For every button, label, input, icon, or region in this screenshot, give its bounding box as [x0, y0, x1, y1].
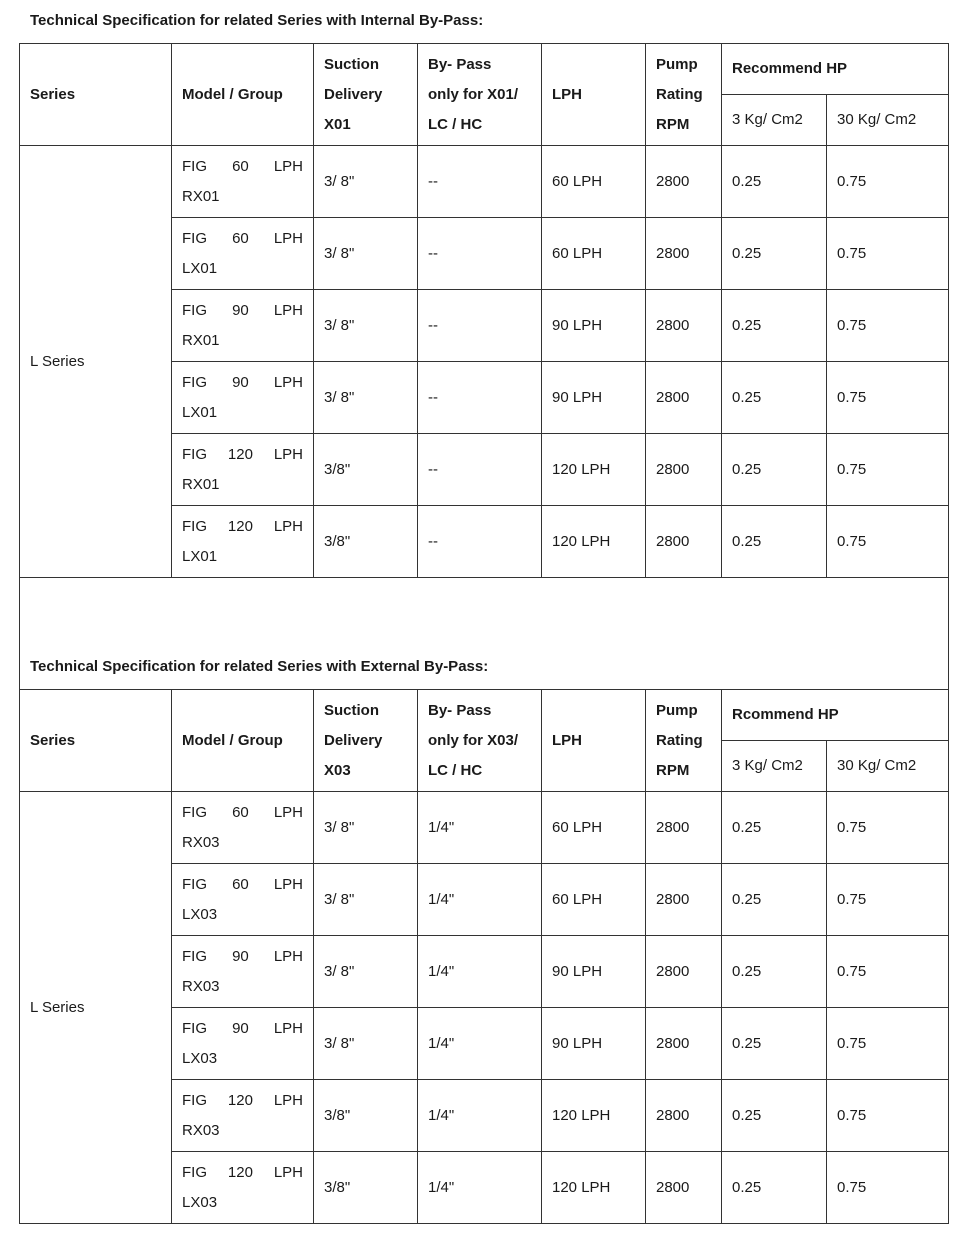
model-word: 90 — [232, 301, 249, 319]
spec-table-external-bypass — [19, 689, 949, 1224]
model-word: 60 — [232, 157, 249, 175]
model-group — [172, 864, 314, 936]
lph-value: 120 LPH — [542, 1080, 646, 1152]
model-word: LPH — [273, 947, 303, 965]
model-word: FIG — [182, 445, 207, 463]
lph-value: 60 LPH — [542, 864, 646, 936]
model-word: FIG — [182, 1019, 207, 1037]
hp-30kg-value: 0.75 — [827, 218, 949, 290]
pump-rpm: 2800 — [646, 290, 722, 362]
model-line-1 — [182, 368, 303, 398]
model-word: LPH — [273, 803, 303, 821]
pump-rpm: 2800 — [646, 792, 722, 864]
model-group — [172, 792, 314, 864]
model-group — [172, 1080, 314, 1152]
model-group — [172, 218, 314, 290]
pump-rpm: 2800 — [646, 936, 722, 1008]
spec-table-internal-bypass — [19, 43, 949, 578]
header-recommend-hp: Rcommend HP — [722, 690, 949, 741]
model-word: LPH — [273, 445, 303, 463]
bypass-size: 1/4" — [418, 792, 542, 864]
hp-30kg-value: 0.75 — [827, 506, 949, 578]
model-word: FIG — [182, 1091, 207, 1109]
header-bypass-line: only for X03/ — [428, 731, 519, 749]
model-line-2: RX03 — [182, 977, 220, 995]
model-line-2: LX03 — [182, 1193, 218, 1211]
model-word: 120 — [227, 445, 253, 463]
bypass-size: 1/4" — [418, 864, 542, 936]
model-line-2: LX01 — [182, 547, 218, 565]
hp-30kg-value: 0.75 — [827, 1152, 949, 1224]
header-hp-30kg: 30 Kg/ Cm2 — [827, 741, 949, 792]
pump-rpm: 2800 — [646, 434, 722, 506]
model-group — [172, 1008, 314, 1080]
table-row — [20, 792, 949, 864]
hp-30kg-value: 0.75 — [827, 434, 949, 506]
hp-3kg-value: 0.25 — [722, 362, 827, 434]
model-word: 90 — [232, 1019, 249, 1037]
model-word: FIG — [182, 229, 207, 247]
model-line-1 — [182, 512, 303, 542]
pump-rpm: 2800 — [646, 1080, 722, 1152]
header-suction-line: X01 — [324, 115, 351, 133]
model-word: LPH — [273, 517, 303, 535]
model-word: 60 — [232, 803, 249, 821]
pump-rpm: 2800 — [646, 146, 722, 218]
section-title-external-bypass: Technical Specification for related Series with External By-Pass: — [30, 658, 489, 675]
hp-3kg-value: 0.25 — [722, 792, 827, 864]
header-pump-rating-line: Rating — [656, 731, 703, 749]
header-bypass — [418, 44, 542, 146]
model-word: FIG — [182, 947, 207, 965]
header-pump-rating — [646, 44, 722, 146]
model-line-2: LX01 — [182, 259, 218, 277]
suction-delivery: 3/ 8" — [314, 218, 418, 290]
header-lph: LPH — [542, 44, 646, 146]
suction-delivery: 3/ 8" — [314, 362, 418, 434]
model-word: LPH — [273, 1163, 303, 1181]
series-label: L Series — [20, 146, 172, 578]
hp-3kg-value: 0.25 — [722, 506, 827, 578]
header-suction — [314, 690, 418, 792]
model-line-1 — [182, 224, 303, 254]
hp-30kg-value: 0.75 — [827, 792, 949, 864]
model-word: LPH — [273, 373, 303, 391]
model-word: FIG — [182, 301, 207, 319]
bypass-size: -- — [418, 506, 542, 578]
model-word: FIG — [182, 803, 207, 821]
bypass-size: -- — [418, 290, 542, 362]
lph-value: 120 LPH — [542, 434, 646, 506]
model-line-1 — [182, 1086, 303, 1116]
model-word: LPH — [273, 301, 303, 319]
model-group — [172, 936, 314, 1008]
header-pump-rating-line: Rating — [656, 85, 703, 103]
suction-delivery: 3/8" — [314, 1080, 418, 1152]
model-line-2: LX03 — [182, 1049, 218, 1067]
model-word: FIG — [182, 373, 207, 391]
header-recommend-hp: Recommend HP — [722, 44, 949, 95]
model-group — [172, 434, 314, 506]
model-line-2: RX01 — [182, 475, 220, 493]
header-lph: LPH — [542, 690, 646, 792]
pump-rpm: 2800 — [646, 362, 722, 434]
section-title-internal-bypass: Technical Specification for related Series with Internal By-Pass: — [30, 12, 484, 29]
hp-30kg-value: 0.75 — [827, 362, 949, 434]
model-line-2: RX01 — [182, 331, 220, 349]
model-line-2: LX03 — [182, 905, 218, 923]
lph-value: 60 LPH — [542, 146, 646, 218]
hp-30kg-value: 0.75 — [827, 290, 949, 362]
model-line-2: RX03 — [182, 833, 220, 851]
model-word: FIG — [182, 875, 207, 893]
model-word: LPH — [273, 157, 303, 175]
header-model: Model / Group — [172, 690, 314, 792]
model-word: FIG — [182, 517, 207, 535]
model-word: LPH — [273, 875, 303, 893]
hp-3kg-value: 0.25 — [722, 864, 827, 936]
header-pump-rating-line: Pump — [656, 701, 698, 719]
header-pump-rating — [646, 690, 722, 792]
model-word: LPH — [273, 1019, 303, 1037]
pump-rpm: 2800 — [646, 1152, 722, 1224]
model-group — [172, 1152, 314, 1224]
table-row — [20, 146, 949, 218]
lph-value: 90 LPH — [542, 1008, 646, 1080]
header-bypass-line: By- Pass — [428, 55, 492, 73]
model-line-1 — [182, 942, 303, 972]
bypass-size: -- — [418, 146, 542, 218]
model-word: 60 — [232, 229, 249, 247]
header-pump-rating-line: RPM — [656, 761, 690, 779]
header-pump-rating-line: Pump — [656, 55, 698, 73]
header-suction — [314, 44, 418, 146]
header-hp-30kg: 30 Kg/ Cm2 — [827, 95, 949, 146]
model-line-1 — [182, 1014, 303, 1044]
pump-rpm: 2800 — [646, 864, 722, 936]
lph-value: 90 LPH — [542, 362, 646, 434]
model-line-1 — [182, 440, 303, 470]
bypass-size: 1/4" — [418, 1008, 542, 1080]
model-line-1 — [182, 296, 303, 326]
hp-3kg-value: 0.25 — [722, 146, 827, 218]
model-line-2: LX01 — [182, 403, 218, 421]
hp-30kg-value: 0.75 — [827, 864, 949, 936]
lph-value: 90 LPH — [542, 936, 646, 1008]
model-word: 90 — [232, 947, 249, 965]
model-group — [172, 146, 314, 218]
suction-delivery: 3/8" — [314, 1152, 418, 1224]
hp-30kg-value: 0.75 — [827, 936, 949, 1008]
model-word: 120 — [227, 1163, 253, 1181]
header-bypass-line: LC / HC — [428, 761, 483, 779]
header-bypass-line: only for X01/ — [428, 85, 519, 103]
model-line-1 — [182, 870, 303, 900]
model-word: 120 — [227, 517, 253, 535]
pump-rpm: 2800 — [646, 1008, 722, 1080]
header-suction-line: Delivery — [324, 731, 383, 749]
suction-delivery: 3/ 8" — [314, 936, 418, 1008]
header-suction-line: Suction — [324, 55, 379, 73]
model-group — [172, 290, 314, 362]
suction-delivery: 3/ 8" — [314, 290, 418, 362]
hp-3kg-value: 0.25 — [722, 290, 827, 362]
header-hp-3kg: 3 Kg/ Cm2 — [722, 95, 827, 146]
header-bypass — [418, 690, 542, 792]
model-word: LPH — [273, 229, 303, 247]
header-series: Series — [20, 44, 172, 146]
header-series: Series — [20, 690, 172, 792]
suction-delivery: 3/8" — [314, 434, 418, 506]
bypass-size: 1/4" — [418, 1152, 542, 1224]
model-word: LPH — [273, 1091, 303, 1109]
header-model: Model / Group — [172, 44, 314, 146]
series-label: L Series — [20, 792, 172, 1224]
hp-3kg-value: 0.25 — [722, 1152, 827, 1224]
model-line-1 — [182, 798, 303, 828]
lph-value: 60 LPH — [542, 792, 646, 864]
header-suction-line: Suction — [324, 701, 379, 719]
model-line-1 — [182, 152, 303, 182]
suction-delivery: 3/ 8" — [314, 146, 418, 218]
header-pump-rating-line: RPM — [656, 115, 690, 133]
model-word: FIG — [182, 1163, 207, 1181]
model-group — [172, 362, 314, 434]
header-bypass-line: By- Pass — [428, 701, 492, 719]
header-suction-line: X03 — [324, 761, 351, 779]
lph-value: 120 LPH — [542, 1152, 646, 1224]
hp-3kg-value: 0.25 — [722, 1080, 827, 1152]
hp-30kg-value: 0.75 — [827, 1080, 949, 1152]
hp-3kg-value: 0.25 — [722, 218, 827, 290]
suction-delivery: 3/ 8" — [314, 864, 418, 936]
bypass-size: -- — [418, 218, 542, 290]
model-line-2: RX03 — [182, 1121, 220, 1139]
lph-value: 60 LPH — [542, 218, 646, 290]
lph-value: 90 LPH — [542, 290, 646, 362]
pump-rpm: 2800 — [646, 218, 722, 290]
hp-3kg-value: 0.25 — [722, 1008, 827, 1080]
pump-rpm: 2800 — [646, 506, 722, 578]
bypass-size: 1/4" — [418, 1080, 542, 1152]
model-word: 60 — [232, 875, 249, 893]
header-hp-3kg: 3 Kg/ Cm2 — [722, 741, 827, 792]
suction-delivery: 3/ 8" — [314, 1008, 418, 1080]
suction-delivery: 3/8" — [314, 506, 418, 578]
hp-3kg-value: 0.25 — [722, 936, 827, 1008]
bypass-size: 1/4" — [418, 936, 542, 1008]
suction-delivery: 3/ 8" — [314, 792, 418, 864]
model-line-1 — [182, 1158, 303, 1188]
model-line-2: RX01 — [182, 187, 220, 205]
model-group — [172, 506, 314, 578]
hp-30kg-value: 0.75 — [827, 1008, 949, 1080]
lph-value: 120 LPH — [542, 506, 646, 578]
header-suction-line: Delivery — [324, 85, 383, 103]
model-word: 120 — [227, 1091, 253, 1109]
model-word: 90 — [232, 373, 249, 391]
model-word: FIG — [182, 157, 207, 175]
bypass-size: -- — [418, 362, 542, 434]
hp-30kg-value: 0.75 — [827, 146, 949, 218]
hp-3kg-value: 0.25 — [722, 434, 827, 506]
bypass-size: -- — [418, 434, 542, 506]
header-bypass-line: LC / HC — [428, 115, 483, 133]
